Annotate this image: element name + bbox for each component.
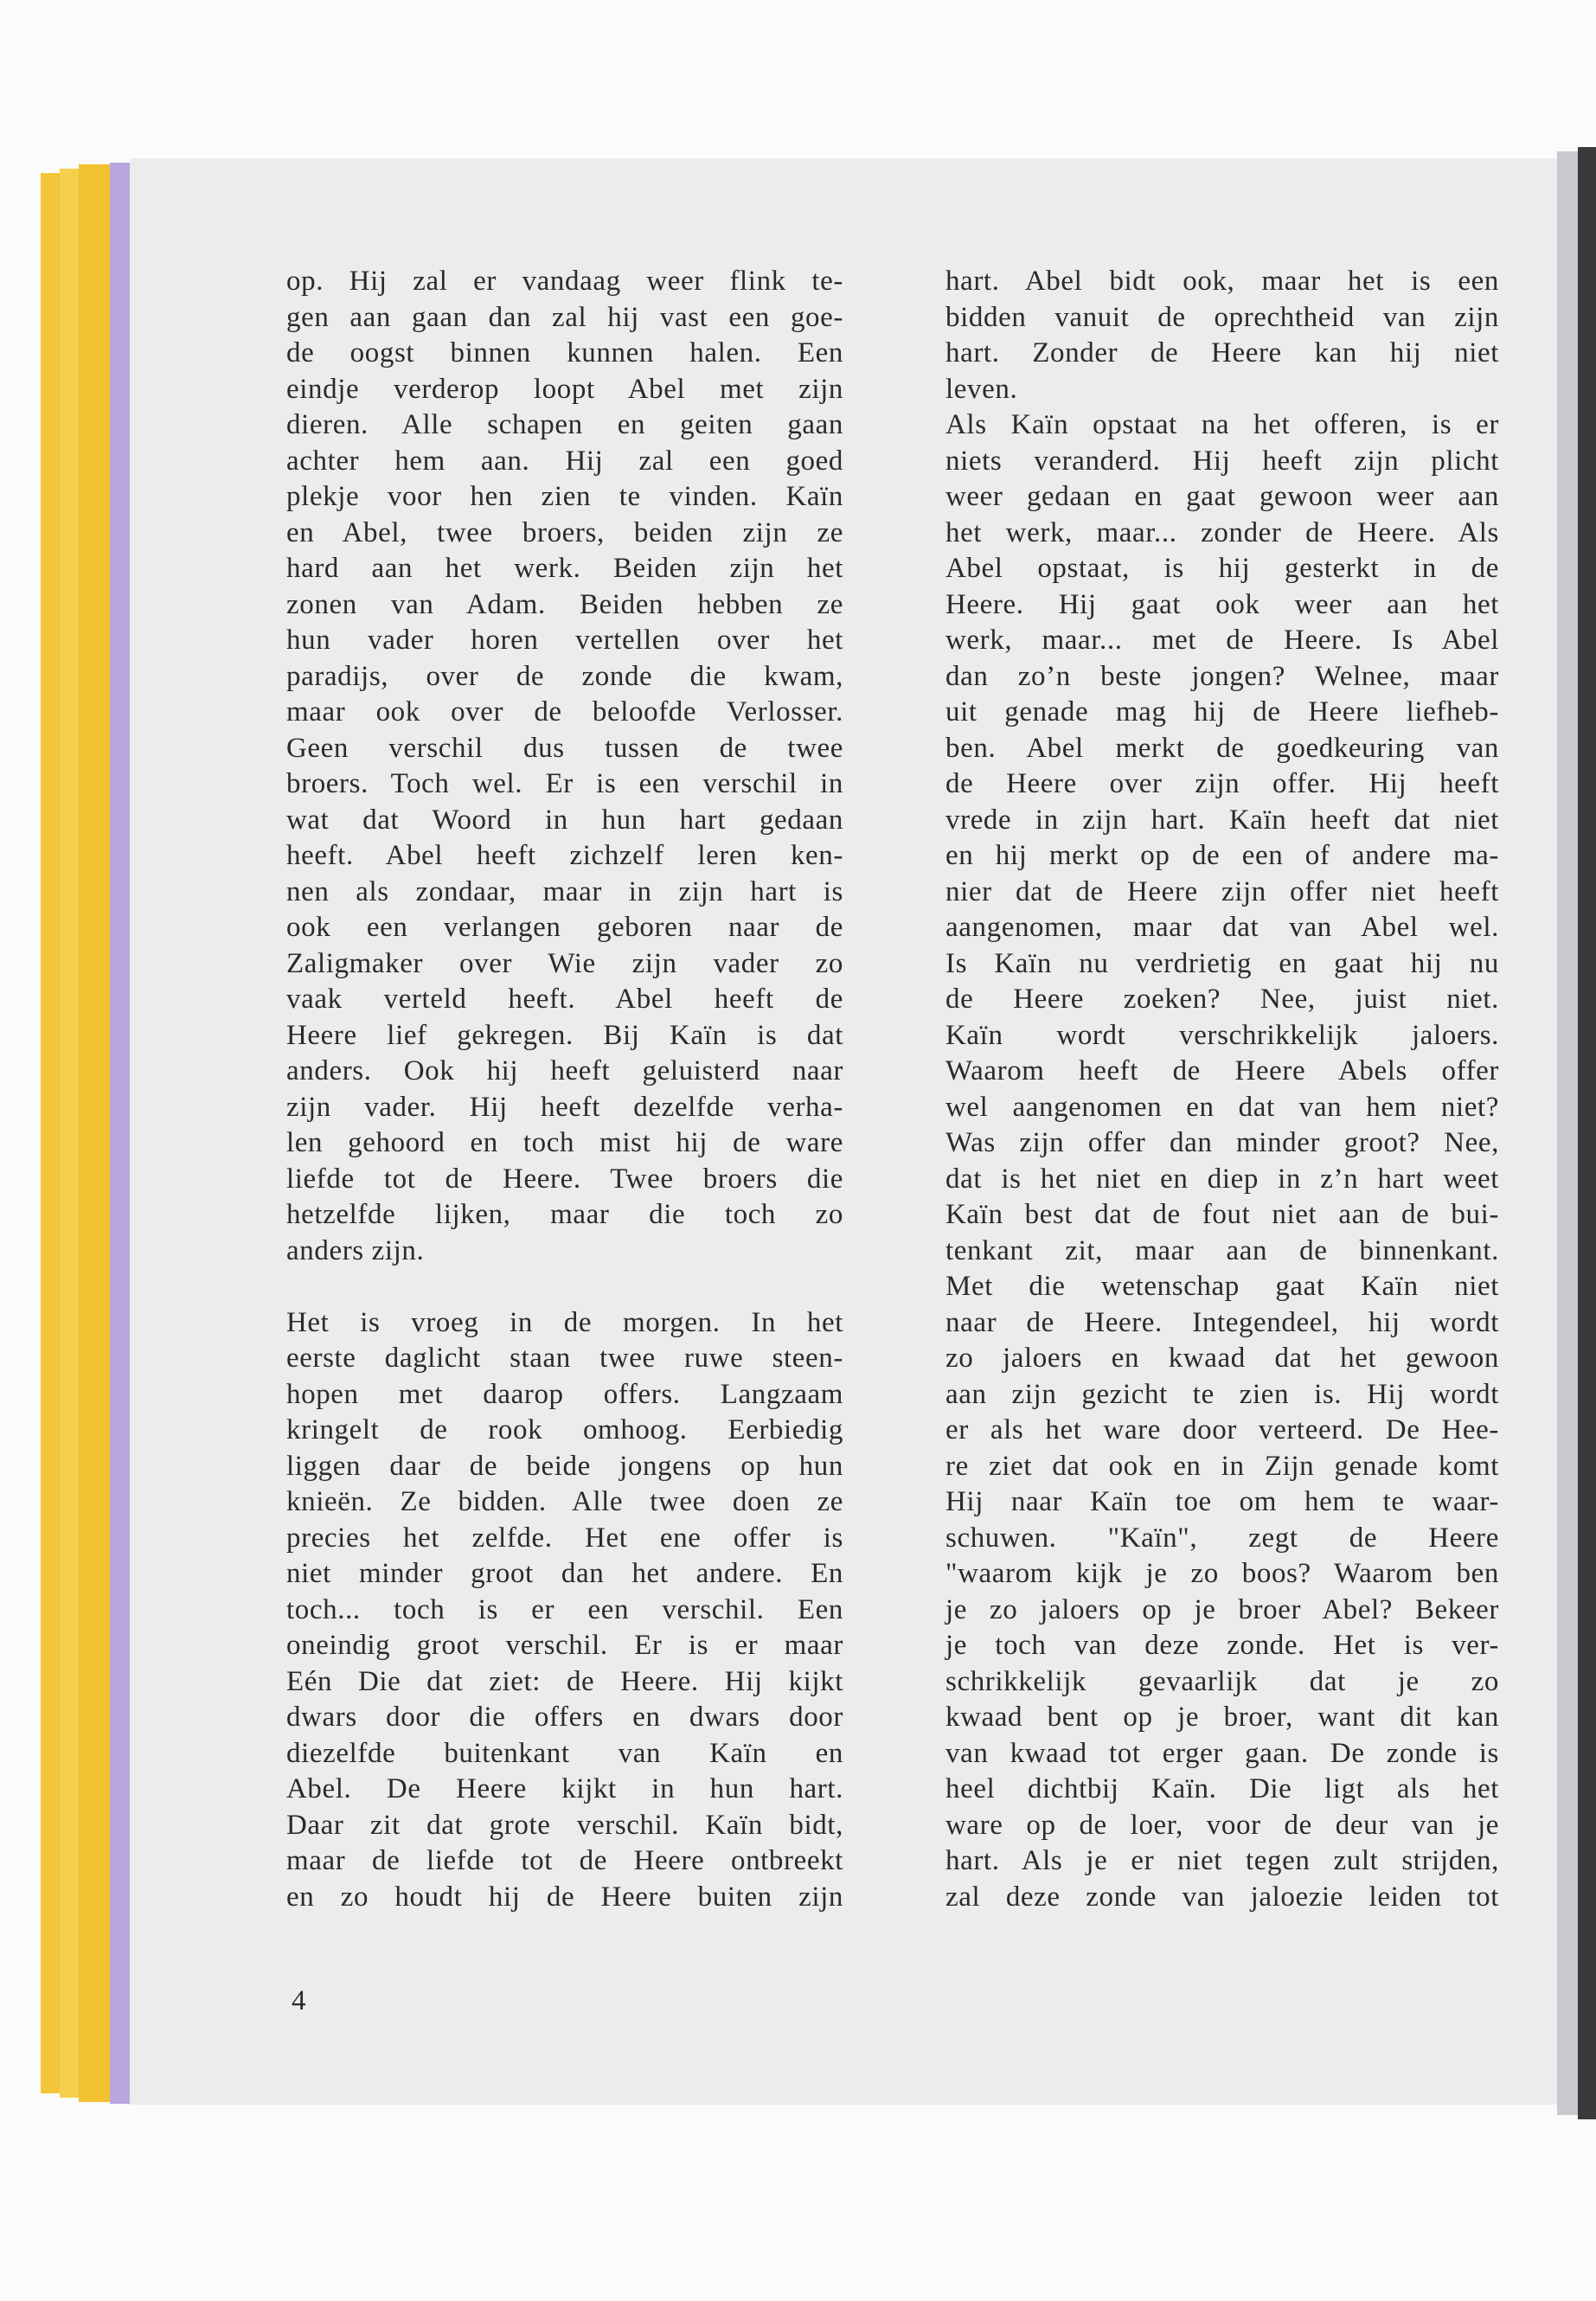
text-line: heel dichtbij Kaïn. Die ligt als het (945, 1773, 1499, 1804)
book-spine-shadow (1578, 147, 1596, 2119)
text-line: diezelfde buitenkant van Kaïn en (286, 1737, 843, 1769)
text-line: precies het zelfde. Het ene offer is (286, 1522, 843, 1554)
text-line: hart. Zonder de Heere kan hij niet (945, 337, 1499, 369)
text-line: schrikkelijk gevaarlijk dat je zo (945, 1665, 1499, 1697)
left-text-column (286, 264, 843, 1915)
text-line: het werk, maar... zonder de Heere. Als (945, 516, 1499, 548)
text-line: op. Hij zal er vandaag weer flink te- (286, 266, 843, 297)
text-line: liggen daar de beide jongens op hun (286, 1450, 843, 1482)
text-line: er als het ware door verteerd. De Hee- (945, 1414, 1499, 1445)
text-line: re ziet dat ook en in Zijn genade komt (945, 1450, 1499, 1482)
text-line: Abel opstaat, is hij gesterkt in de (945, 553, 1499, 584)
text-line: nier dat de Heere zijn offer niet heeft (945, 875, 1499, 907)
page-number: 4 (292, 1985, 306, 2016)
text-line: hun vader horen vertellen over het (286, 625, 843, 656)
text-line: wat dat Woord in hun hart gedaan (286, 804, 843, 836)
text-line: dieren. Alle schapen en geiten gaan (286, 409, 843, 440)
text-line: Als Kaïn opstaat na het offeren, is er (945, 409, 1499, 440)
text-line: van kwaad tot erger gaan. De zonde is (945, 1737, 1499, 1769)
right-text-column (945, 264, 1499, 1915)
text-line: hard aan het werk. Beiden zijn het (286, 553, 843, 584)
text-line: vaak verteld heeft. Abel heeft de (286, 984, 843, 1015)
text-line: zijn vader. Hij heeft dezelfde verha- (286, 1091, 843, 1123)
text-line: je zo jaloers op je broer Abel? Bekeer (945, 1593, 1499, 1625)
text-line: kwaad bent op je broer, want dit kan (945, 1702, 1499, 1733)
text-line: wel aangenomen en dat van hem niet? (945, 1091, 1499, 1123)
text-line: leven. (945, 373, 1018, 405)
text-line: en hij merkt op de een of andere ma- (945, 840, 1499, 871)
text-line: Het is vroeg in de morgen. In het (286, 1306, 843, 1338)
text-line: eindje verderop loopt Abel met zijn (286, 373, 843, 405)
text-line: tenkant zit, maar aan de binnenkant. (945, 1234, 1499, 1266)
text-line: Kaïn best dat de fout niet aan de bui- (945, 1199, 1499, 1230)
text-line: Zaligmaker over Wie zijn vader zo (286, 947, 843, 979)
text-line: maar ook over de beloofde Verlosser. (286, 696, 843, 727)
text-line: zal deze zonde van jaloezie leiden tot (945, 1881, 1499, 1913)
text-line: Abel. De Heere kijkt in hun hart. (286, 1773, 843, 1804)
text-line: vrede in zijn hart. Kaïn heeft dat niet (945, 804, 1499, 836)
text-line: de Heere zoeken? Nee, juist niet. (945, 984, 1499, 1015)
text-line: uit genade mag hij de Heere liefheb- (945, 696, 1499, 727)
text-line: hetzelfde lijken, maar die toch zo (286, 1199, 843, 1230)
text-line: kringelt de rook omhoog. Eerbiedig (286, 1414, 843, 1445)
text-line: eerste daglicht staan twee ruwe steen- (286, 1343, 843, 1374)
text-line: je toch van deze zonde. Het is ver- (945, 1630, 1499, 1661)
text-line: weer gedaan en gaat gewoon weer aan (945, 481, 1499, 512)
page-edge-yellow (60, 169, 79, 2098)
text-line: gen aan gaan dan zal hij vast een goe- (286, 301, 843, 333)
text-line: ben. Abel merkt de goedkeuring van (945, 732, 1499, 764)
text-line: Is Kaïn nu verdrietig en gaat hij nu (945, 947, 1499, 979)
text-line: ware op de loer, voor de deur van je (945, 1809, 1499, 1841)
paragraph-gap (286, 1269, 843, 1305)
text-line: Kaïn wordt verschrikkelijk jaloers. (945, 1019, 1499, 1051)
text-line: en Abel, twee broers, beiden zijn ze (286, 516, 843, 548)
text-line: de oogst binnen kunnen halen. Een (286, 337, 843, 369)
text-line: Geen verschil dus tussen de twee (286, 732, 843, 764)
text-line: maar de liefde tot de Heere ontbreekt (286, 1845, 843, 1876)
text-line: "waarom kijk je zo boos? Waarom ben (945, 1558, 1499, 1589)
text-line: Hij naar Kaïn toe om hem te waar- (945, 1486, 1499, 1517)
text-line: knieën. Ze bidden. Alle twee doen ze (286, 1486, 843, 1517)
text-line: aan zijn gezicht te zien is. Hij wordt (945, 1378, 1499, 1410)
text-line: en zo houdt hij de Heere buiten zijn (286, 1881, 843, 1913)
text-line: dat is het niet en diep in z’n hart weet (945, 1163, 1499, 1195)
text-line: Waarom heeft de Heere Abels offer (945, 1055, 1499, 1086)
text-line: niet minder groot dan het andere. En (286, 1558, 843, 1589)
text-line: Met die wetenschap gaat Kaïn niet (945, 1271, 1499, 1302)
text-line: hart. Als je er niet tegen zult strijden, (945, 1845, 1499, 1876)
text-line: paradijs, over de zonde die kwam, (286, 660, 843, 692)
text-line: oneindig groot verschil. Er is er maar (286, 1630, 843, 1661)
text-line: liefde tot de Heere. Twee broers die (286, 1163, 843, 1195)
text-line: dwars door die offers en dwars door (286, 1702, 843, 1733)
text-line: anders zijn. (286, 1234, 425, 1266)
text-line: niets veranderd. Hij heeft zijn plicht (945, 445, 1499, 477)
page-edge-purple (110, 163, 130, 2104)
text-line: Eén Die dat ziet: de Heere. Hij kijkt (286, 1665, 843, 1697)
text-line: anders. Ook hij heeft geluisterd naar (286, 1055, 843, 1086)
text-line: ook een verlangen geboren naar de (286, 912, 843, 943)
text-line: Daar zit dat grote verschil. Kaïn bidt, (286, 1809, 843, 1841)
page-edge-yellow (79, 164, 110, 2102)
text-line: hart. Abel bidt ook, maar het is een (945, 266, 1499, 297)
text-line: plekje voor hen zien te vinden. Kaïn (286, 481, 843, 512)
text-line: dan zo’n beste jongen? Welnee, maar (945, 660, 1499, 692)
text-line: hopen met daarop offers. Langzaam (286, 1378, 843, 1410)
text-line: toch... toch is er een verschil. Een (286, 1593, 843, 1625)
text-line: de Heere over zijn offer. Hij heeft (945, 768, 1499, 799)
text-line: zonen van Adam. Beiden hebben ze (286, 588, 843, 620)
text-line: len gehoord en toch mist hij de ware (286, 1127, 843, 1158)
text-line: broers. Toch wel. Er is een verschil in (286, 768, 843, 799)
text-line: schuwen. "Kaïn", zegt de Heere (945, 1522, 1499, 1554)
text-line: bidden vanuit de oprechtheid van zijn (945, 301, 1499, 333)
text-line: Heere lief gekregen. Bij Kaïn is dat (286, 1019, 843, 1051)
page-edge-yellow (41, 173, 60, 2093)
facing-page-edge (1557, 151, 1578, 2115)
text-line: aangenomen, maar dat van Abel wel. (945, 912, 1499, 943)
text-line: achter hem aan. Hij zal een goed (286, 445, 843, 477)
text-line: werk, maar... met de Heere. Is Abel (945, 625, 1499, 656)
text-line: Heere. Hij gaat ook weer aan het (945, 588, 1499, 620)
text-line: nen als zondaar, maar in zijn hart is (286, 875, 843, 907)
text-line: Was zijn offer dan minder groot? Nee, (945, 1127, 1499, 1158)
text-line: naar de Heere. Integendeel, hij wordt (945, 1306, 1499, 1338)
text-line: zo jaloers en kwaad dat het gewoon (945, 1343, 1499, 1374)
text-line: heeft. Abel heeft zichzelf leren ken- (286, 840, 843, 871)
